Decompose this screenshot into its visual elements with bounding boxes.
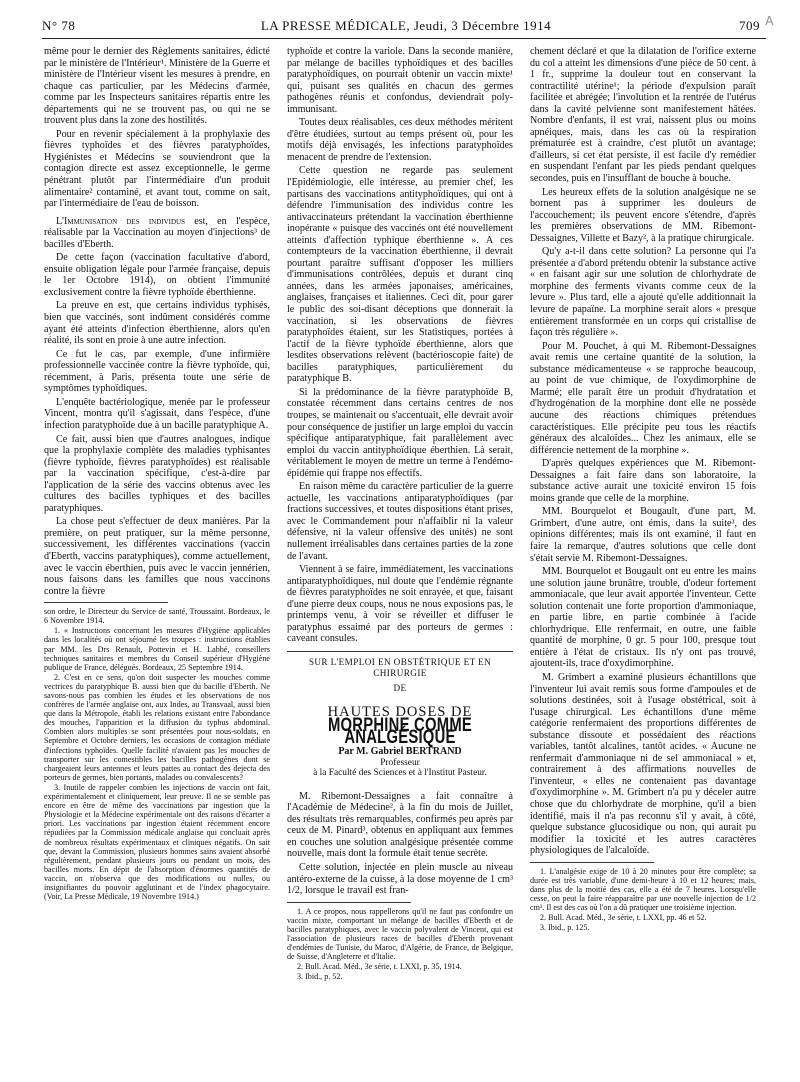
article-title-line1: HAUTES DOSES DE — [327, 703, 473, 720]
paragraph: L'enquête bactériologique, menée par le professeur Vincent, montra qu'il s'agissait, dans l'espèce, d'une infection paratyphoïde due à un bacille paratyphique A. — [44, 396, 270, 431]
paragraph: Pour M. Pouchet, à qui M. Ribemont-Dessaignes avait remis une certaine quantité de la solution, la substance médicamenteuse « se rapproche beaucoup, au point de vue chimique, de l'oxydimorphine de Marmé; elle paraît être un produit d'hydratation et d'hydrogénation de la morphine dont elle ne possède aucune des réactions chimiques prétendues caractéristiques. Elle précipite peu tous les réactifs généraux des alcaloïdes... Chez les animaux, elle se différencie nettement de la morphine ». — [530, 340, 756, 456]
section-lead: L'Immunisation des individus — [56, 215, 185, 227]
paragraph: D'après quelques expériences que M. Ribemont-Dessaignes a fait faire dans son laboratoire, la substance active aurait une toxicité environ 15 fois moins grande que celle de la morphine. — [530, 458, 756, 504]
footnote: 2. C'est en ce sens, qu'on doit suspecter les mouches comme vectrices du paratyphique B. aussi bien que du bacille d'Eberth. Ne savons-nous pas combien les études et les observations de nos confrères de l'armée anglaise ont, aux Indes, au Transvaal, aussi bien que dans la Métropole, établi les relations existant entre l'abondance des mouches, l'apparition et la diffusion du typhus abdominal. Combien alors multiples se sont présentées pour nous-soldats, en Septembre et Octobre derniers, les occasions de contagion médiate d'infections typhoïdes. Quelle facilité n'avaient pas les mouches de transporter sur les comestibles les bacilles pathogènes dont se chargeaient leurs antennes et leurs pattes au contact des dejecta des porteurs de germes, bien portants, malades ou convalescents? — [44, 672, 270, 782]
journal-title: LA PRESSE MÉDICALE, Jeudi, 3 Décembre 1914 — [260, 18, 552, 33]
paragraph: Cette solution, injectée en plein muscle au niveau antéro-externe de la cuisse, à la dose moyenne de 1 cm³ 1/2, lorsque le travail est fran- — [287, 862, 513, 897]
paragraph: MM. Bourquelot et Bougault, d'une part, M. Grimbert, d'une autre, ont émis, dans la suite³, des opinions différentes; mais ils ont examiné, il faut en faire la remarque, d'autres solutions que celle dont s'était servie M. Ribemont-Dessaignes. — [530, 506, 756, 564]
footnote-rule — [287, 902, 411, 903]
footnote: 3. Ibid., p. 125. — [540, 923, 590, 933]
footnote: 2. Bull. Acad. Méd., 3e série, t. LXXI, p. 35, 1914. — [297, 962, 462, 972]
handwritten-annotation: A — [765, 14, 774, 28]
footnotes — [44, 607, 270, 901]
footnote: 1. A ce propos, nous rappellerons qu'il ne faut pas confondre un vaccin mixte, comportant un mélange de bacilles d'Eberth et de bacilles paratyphiques, avec le vaccin polyvalent de Vincent, qui est l'association de plusieurs races de bacilles d'Eberth provenant d'endémies de Tunisie, du Maroc, d'Algérie, de France, de Belgique, de Suisse, d'Angleterre et d'Italie. — [287, 906, 513, 962]
page-header — [42, 14, 774, 38]
paragraph: Les heureux effets de la solution analgésique ne se bornent pas à supprimer les douleurs de l'accouchement; ils peuvent encore s'étendre, d'après les premières observations de MM. Ribemont-Dessaignes, Villette et Bazy², à la pratique chirurgicale. — [530, 186, 756, 244]
footnotes — [287, 907, 513, 982]
paragraph: même pour le dernier des Règlements sanitaires, édicté par le ministère de l'Intérieur¹. Ministère de la Guerre et ministère de l'Intérieur visent les mesures à prendre, en chaque cas particulier, par les Médecins d'armée, comme par les Inspecteurs sanitaires répartis entre les départements qui ne se trouvent pas, ou qui ne se trouvent plus dans la zone des hostilités. — [44, 46, 270, 127]
paragraph: L'Immunisation des individus est, en l'espèce, réalisable par la Vaccination au moyen d'injections³ de bacilles d'Eberth. — [44, 215, 270, 250]
paragraph: Viennent à se faire, immédiatement, les vaccinations antiparatyphoïdiques, nul doute que l'endémie régnante de fièvres paratyphoïdes ne soit enrayée, et que, faisant d'une pierre deux coups, nous ne nous exposions pas, le printemps venu, à voir se réveiller et diffuser le paratyphus essaimé par des porteurs de germes : caveant consules. — [287, 564, 513, 645]
paragraph: chement déclaré et que la dilatation de l'orifice externe du col a atteint les dimensions d'une pièce de 50 cent. à 1 fr., supprime la douleur tout en conservant la contractilité utérine¹; la période d'expulsion paraît facilitée et abrégée; l'involution et la rentrée de l'utérus dans la cavité pelvienne sont manifestement hâtées. Nombre d'enfants, il est vrai, naissent plus ou moins apnéiques, mais, dans les cas où la respiration prématurée est à craindre, c'est plutôt un avantage; d'ailleurs, si cet état persiste, il est facile d'y remédier en suspendant l'enfant par les pieds pendant quelques secondes, puis en l'insufflant de bouche à bouche. — [530, 46, 756, 185]
article-kicker: SUR L'EMPLOI EN OBSTÉTRIQUE ET EN CHIRURGIE — [308, 656, 492, 679]
paragraph: En raison même du caractère particulier de la guerre actuelle, les vaccinations antiparatyphoïdiques (par fractions successives, et toutes dispositions étant prises, avec le Commandement pour n'affaiblir ni la valeur défensive, ni la valeur offensive des unités) ne sont nullement irréalisables dans certaines parties de la zone de l'avant. — [287, 481, 513, 562]
article-rule — [287, 651, 513, 652]
article-heading — [287, 657, 513, 779]
page-number: 709 — [739, 18, 760, 33]
footnote: 2. Bull. Acad. Méd., 3e série, t. LXXI, pp. 46 et 52. — [540, 913, 707, 923]
article-title-line2: MORPHINE COMME ANALGÉSIQUE — [327, 715, 473, 748]
paragraph: De cette façon (vaccination facultative d'abord, ensuite obligation légale pour l'armée française, depuis le 1er Octobre 1914), on obtient l'immunité exclusivement contre la fièvre typhoïde éberthienne. — [44, 252, 270, 298]
column-1 — [44, 46, 270, 1072]
article-kicker-de: DE — [393, 682, 407, 693]
paragraph: MM. Bourquelot et Bougault ont eu entre les mains une solution jaune brunâtre, trouble, d'odeur fortement ammoniacale, que leur avait apportée l'inventeur. Cette solution contenait une forte proportion d'ammoniaque, en partie libre, en partie combinée à l'acide chlorhydrique. Elle renfermait, en outre, une faible quantité de morphine, 0 gr. 5 pour 100, presque tout entière à l'état de cristaux. Ils n'y ont pas trouvé, ajoutent-ils, trace d'oxydimorphine. — [530, 566, 756, 670]
paragraph: Ce fut le cas, par exemple, d'une infirmière professionnelle vaccinée contre la fièvre typhoïde, qui, récemment, à Paris, présenta toute une série de symptômes typhoïdiques. — [44, 348, 270, 395]
issue-number: N° 78 — [42, 18, 76, 33]
footnote: 3. Ibid., p. 52. — [297, 972, 343, 982]
paragraph: Qu'y a-t-il dans cette solution? La personne qui l'a présentée a d'abord prétendu obtenir la substance active « en faisant agir sur une solution de chlorhydrate de morphine des ferments vivants comme ceux de la levure ». Plus tard, elle a ajouté qu'elle additionnait la levure de papaïne. La morphine serait alors « presque entièrement transformée en un corps qui cristallise de façon très régulière ». — [530, 246, 756, 339]
footnote-rule — [44, 602, 168, 603]
footnote-rule — [530, 862, 654, 863]
footnote: son ordre, le Directeur du Service de santé, Troussaint. Bordeaux, le 6 Novembre 1914. — [44, 607, 270, 626]
paragraph: Si la prédominance de la fièvre paratyphoïde B, constatée récemment dans certains centres de nos troupes, se maintenait ou s'accentuait, elle devrait avoir pour conséquence de justifier un large emploi du vaccin spécifique antiparatyphique, fait parallèlement avec emploi du vaccin antityphoïdique éberthien. Là serait, véritablement le moyen de mettre un terme à l'endémo-épidémie qui frappe nos effectifs. — [287, 386, 513, 479]
paragraph: Pour en revenir spécialement à la prophylaxie des fièvres typhoïdes et des fièvres paratyphoïdes, Hygiénistes et Médecins se souviendront que la contagion directe est assez exceptionnelle, le germe pénétrant plutôt par l'intermédiaire d'un produit alimentaire² contaminé, et avant tout, comme on sait, par l'intermédiaire de l'eau de boisson. — [44, 128, 270, 210]
footnote: 1. « Instructions concernant les mesures d'Hygiène applicables dans les localités où ont séjourné les troupes : instructions établies par MM. les Drs Renault, Pottevin et H. Labbé, conseillers techniques sanitaires et membres du Conseil supérieur d'Hygiène publique de France, délégués. Bordeaux, 25 Septembre 1914. — [44, 626, 270, 672]
article-author: Par M. Gabriel BERTRAND — [338, 746, 462, 758]
paragraph: Toutes deux réalisables, ces deux méthodes méritent d'être étudiées, surtout au temps présent où, pour les motifs déjà envisagés, les infections paratyphoïdes menacent de prendre de l'extension. — [287, 117, 513, 163]
author-title: Professeur — [380, 757, 420, 768]
paragraph: La preuve en est, que certains individus typhisés, bien que vaccinés, sont indûment considérés comme ayant été atteints d'infection éberthienne, alors qu'en réalité, ils sont en proie à une autre infection. — [44, 300, 270, 347]
column-2 — [287, 46, 513, 1072]
paragraph: Ce fait, aussi bien que d'autres analogues, indique que la prophylaxie complète des maladies typhisantes (fièvre typhoïde, fièvres paratyphoïdes) est réalisable par la vaccination spécifique, c'est-à-dire par l'application de la série des vaccins obtenus avec les cultures des bacilles typhiques et des bacilles paratyphiques. — [44, 433, 270, 514]
paragraph: La chose peut s'effectuer de deux manières. Par la première, on peut pratiquer, sur la même personne, successivement, les différentes vaccinations (vaccin d'Eberth, vaccins paratyphiques), comme actuellement, avec le vaccin éberthien, puis avec le vaccin jennérien, nous faisons dans les familles que nous vaccinons contre la fièvre — [44, 516, 270, 597]
footnote: 1. L'analgésie exige de 10 à 20 minutes pour être complète; sa durée est très variable, d'une demi-heure à 10 et 12 heures; mais, dans plus de la moitié des cas, elle a été de 7 heures. Lorsqu'elle cesse, on peut la faire réapparaître par une nouvelle injection de 1/2 cm³. Il est des cas où l'on a dû pratiquer une troisième injection. — [530, 866, 756, 913]
column-3 — [530, 46, 756, 1072]
footnote: 3. Inutile de rappeler combien les injections de vaccin ont fait, expérimentalement et cliniquement, leur preuve. Il ne se semble pas encore en être de même des vaccinations par ingestion que la Physiologie et la Médecine expérimentale ont des raisons d'écarter a priori. Les vaccinations par ingestion étaient récemment encore répudiées par la Commission médicale anglaise qui concluait après de nombreux résultats expérimentaux et cliniques négatifs. On sait que, devant la Commission, plusieurs hommes sains avaient absorbé régulièrement, pendant plusieurs jours ou pendant un mois, des bacilles morts. En dépit de l'absorption d'énormes quantités de vaccin, on n'observa que des modifications ou nulles, ou insignifiantes du pouvoir agglutinant et de l'index phagocytaire. (Voir, La Presse Médicale, 19 Novembre 1914.) — [44, 782, 270, 902]
paragraph: M. Ribemont-Dessaignes a fait connaître à l'Académie de Médecine², à la fin du mois de Juillet, des résultats très remarquables, confirmés peu après par ceux de M. Pinard³, obtenus en appliquant aux femmes en couches une solution analgésique présentée comme nouvelle, mais dont la formule était tenue secrète. — [287, 790, 513, 860]
author-affiliation: à la Faculté des Sciences et à l'Institut Pasteur. — [313, 768, 487, 779]
paragraph: typhoïde et contre la variole. Dans la seconde manière, par mélange de bacilles typhoïdiques et des bacilles paratyphoïdiques, on pourrait obtenir un vaccin mixte¹ qui, puisant ses qualités en chacun des germes pathogènes réunis et confondus, deviendrait poly-immunisant. — [287, 46, 513, 115]
paragraph: Cette question ne regarde pas seulement l'Epidémiologie, elle intéresse, au premier chef, les partisans des vaccinations antityphoïdiques, qui ont à défendre l'immunisation des individus contre les antivaccinateurs prétendant la vaccination éberthienne inopérante « puisque des vaccinés ont été nouvellement atteints d'affection typhique éberthienne ». A ces contempteurs de la vaccination éberthienne, il devrait pourtant paraître suffisant d'opposer les milliers d'immunisations contrôlées, depuis et durant cinq années, dans les armées japonaises, américaines, anglaises, françaises et italiennes. Ceci dit, pour garer le public des soi-disant déceptions que donnerait la vaccination, si les observations de fièvres paratyphoïdes étaient, sur les Statistiques, portées à l'actif de la fièvre typhoïde éberthienne, alors que lesdites observations relèvent (bactérioscopie faite) de bacilles paratyphiques, particulièrement du paratyphique B. — [287, 165, 513, 385]
footnotes — [530, 867, 756, 933]
paragraph: M. Grimbert a examiné plusieurs échantillons que l'inventeur lui avait remis sous forme d'ampoules et de solutions destinées, soit à l'usage obstétrical, soit à l'usage chirurgical. Les échantillons d'une même catégorie renfermaient des proportions différentes de substance dissoute et possédaient des réactions variables, tantôt alcalines, tantôt acides. « Aucune ne renfermait d'ammoniaque ni de sel ammoniacal » et, contrairement à des affirmations nouvelles de l'inventeur, « elles ne contenaient pas davantage d'oxydimorphine ». M. Grimbert n'a pu y déceler autre chose que du chlorhydrate de morphine, qu'il a bien identifié, mais il n'a pas reconnu s'il y avait, à côté, quelque substance glucosidique ou non, qui aurait pu modifier la toxicité et les autres caractères physiologiques de l'alcaloïde. — [530, 671, 756, 857]
header-rule — [42, 38, 766, 39]
